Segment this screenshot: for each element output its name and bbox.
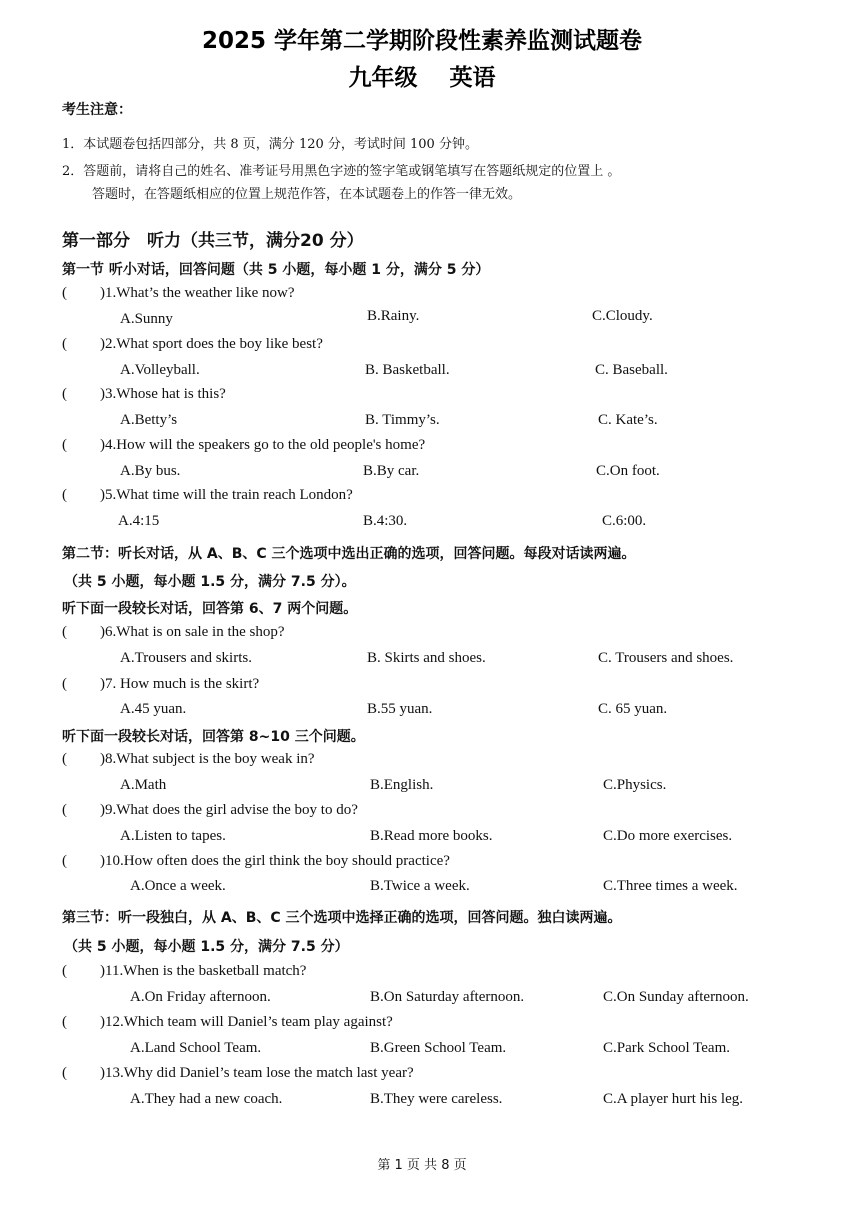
option-c: C.6:00. (602, 513, 647, 529)
question-1 (62, 285, 295, 302)
option-b: B.On Saturday afternoon. (370, 989, 525, 1005)
answer-bracket[interactable]: ( (62, 853, 67, 869)
notice-line-2: 2．答题前，请将自己的姓名、准考证号用黑色字迹的签字笔或钢笔填写在答题纸规定的位置上 。 (62, 164, 621, 179)
group-2-instruction: 听下面一段较长对话，回答第 8~10 三个问题。 (62, 729, 365, 745)
question-text: )9.What does the girl advise the boy to do? (100, 802, 358, 818)
option-a: A.4:15 (118, 513, 160, 529)
answer-bracket[interactable]: ( (62, 285, 67, 301)
option-a: A.Sunny (120, 311, 173, 327)
option-b: B. Skirts and shoes. (367, 650, 486, 666)
section-2-subtitle: （共 5 小题，每小题 1.5 分，满分 7.5 分）。 (64, 574, 356, 590)
option-a: A.They had a new coach. (130, 1091, 283, 1107)
option-a: A.Land School Team. (130, 1040, 262, 1056)
option-c: C. 65 yuan. (598, 701, 668, 717)
option-c: C.A player hurt his leg. (603, 1091, 743, 1107)
question-text: )11.When is the basketball match? (100, 963, 307, 979)
option-a: A.45 yuan. (120, 701, 187, 717)
answer-bracket[interactable]: ( (62, 624, 67, 640)
option-a: A.By bus. (120, 463, 181, 479)
question-4 (62, 437, 425, 454)
section-1-title: 第一节 听小对话，回答问题（共 5 小题，每小题 1 分，满分 5 分） (62, 262, 490, 278)
question-text: )4.How will the speakers go to the old people's home? (100, 437, 426, 453)
question-7 (62, 676, 259, 693)
question-9 (62, 802, 358, 819)
option-a: A.Betty’s (120, 412, 178, 428)
option-b: B.Twice a week. (370, 878, 470, 894)
option-b: B.Rainy. (367, 308, 420, 324)
notice-line-3: 答题时，在答题纸相应的位置上规范作答，在本试题卷上的作答一律无效。 (92, 187, 522, 202)
section-3-subtitle: （共 5 小题，每小题 1.5 分，满分 7.5 分） (64, 939, 349, 955)
option-a: A.On Friday afternoon. (130, 989, 271, 1005)
subject-label: 英语 (449, 65, 496, 91)
grade-label: 九年级 (348, 65, 418, 91)
section-3-title: 第三节：听一段独白，从 A、B、C 三个选项中选择正确的选项，回答问题。独白读两遍。 (62, 910, 622, 926)
option-c: C.Physics. (603, 777, 667, 793)
question-text: )13.Why did Daniel’s team lose the match last year? (100, 1065, 414, 1081)
question-text: )5.What time will the train reach London? (100, 487, 353, 503)
option-b: B.4:30. (363, 513, 408, 529)
answer-bracket[interactable]: ( (62, 336, 67, 352)
option-c: C. Kate’s. (598, 412, 658, 428)
option-c: C.Do more exercises. (603, 828, 733, 844)
option-b: B.They were careless. (370, 1091, 503, 1107)
question-8 (62, 751, 315, 768)
option-b: B.By car. (363, 463, 420, 479)
question-text: )6.What is on sale in the shop? (100, 624, 285, 640)
group-1-instruction: 听下面一段较长对话，回答第 6、7 两个问题。 (62, 601, 358, 617)
question-11 (62, 963, 306, 980)
question-6 (62, 624, 285, 641)
option-b: B.Read more books. (370, 828, 493, 844)
answer-bracket[interactable]: ( (62, 1014, 67, 1030)
question-3 (62, 386, 226, 403)
option-a: A.Volleyball. (120, 362, 200, 378)
answer-bracket[interactable]: ( (62, 676, 67, 692)
option-c: C.On foot. (596, 463, 660, 479)
option-a: A.Once a week. (130, 878, 226, 894)
option-c: C.Park School Team. (603, 1040, 730, 1056)
option-b: B.English. (370, 777, 434, 793)
option-a: A.Trousers and skirts. (120, 650, 252, 666)
option-b: B.55 yuan. (367, 701, 433, 717)
answer-bracket[interactable]: ( (62, 751, 67, 767)
option-a: A.Listen to tapes. (120, 828, 226, 844)
answer-bracket[interactable]: ( (62, 437, 67, 453)
answer-bracket[interactable]: ( (62, 963, 67, 979)
option-c: C.Three times a week. (603, 878, 738, 894)
part-1-title: 第一部分 听力（共三节，满分20 分） (62, 231, 364, 251)
option-a: A.Math (120, 777, 167, 793)
question-10 (62, 853, 450, 870)
question-text: )3.Whose hat is this? (100, 386, 226, 402)
question-5 (62, 487, 353, 504)
answer-bracket[interactable]: ( (62, 802, 67, 818)
notice-heading: 考生注意： (62, 102, 132, 118)
grade-subject (0, 59, 844, 92)
section-2-title: 第二节：听长对话，从 A、B、C 三个选项中选出正确的选项，回答问题。每段对话读两遍。 (62, 546, 636, 562)
question-text: )1.What’s the weather like now? (100, 285, 295, 301)
option-c: C. Trousers and shoes. (598, 650, 734, 666)
option-b: B. Basketball. (365, 362, 450, 378)
question-text: )10.How often does the girl think the boy should practice? (100, 853, 450, 869)
answer-bracket[interactable]: ( (62, 487, 67, 503)
question-13 (62, 1065, 414, 1082)
option-b: B.Green School Team. (370, 1040, 507, 1056)
question-text: )12.Which team will Daniel’s team play against? (100, 1014, 393, 1030)
question-text: )7. How much is the skirt? (100, 676, 260, 692)
option-c: C. Baseball. (595, 362, 668, 378)
question-2 (62, 336, 323, 353)
answer-bracket[interactable]: ( (62, 386, 67, 402)
question-12 (62, 1014, 393, 1031)
page-number: 第 1 页 共 8 页 (377, 1158, 467, 1173)
option-c: C.Cloudy. (592, 308, 653, 324)
option-c: C.On Sunday afternoon. (603, 989, 749, 1005)
exam-title: 2025 学年第二学期阶段性素养监测试题卷 (201, 28, 643, 54)
answer-bracket[interactable]: ( (62, 1065, 67, 1081)
option-b: B. Timmy’s. (365, 412, 440, 428)
notice-line-1: 1．本试题卷包括四部分，共 8 页，满分 120 分，考试时间 100 分钟。 (62, 137, 478, 152)
question-text: )8.What subject is the boy weak in? (100, 751, 315, 767)
question-text: )2.What sport does the boy like best? (100, 336, 323, 352)
